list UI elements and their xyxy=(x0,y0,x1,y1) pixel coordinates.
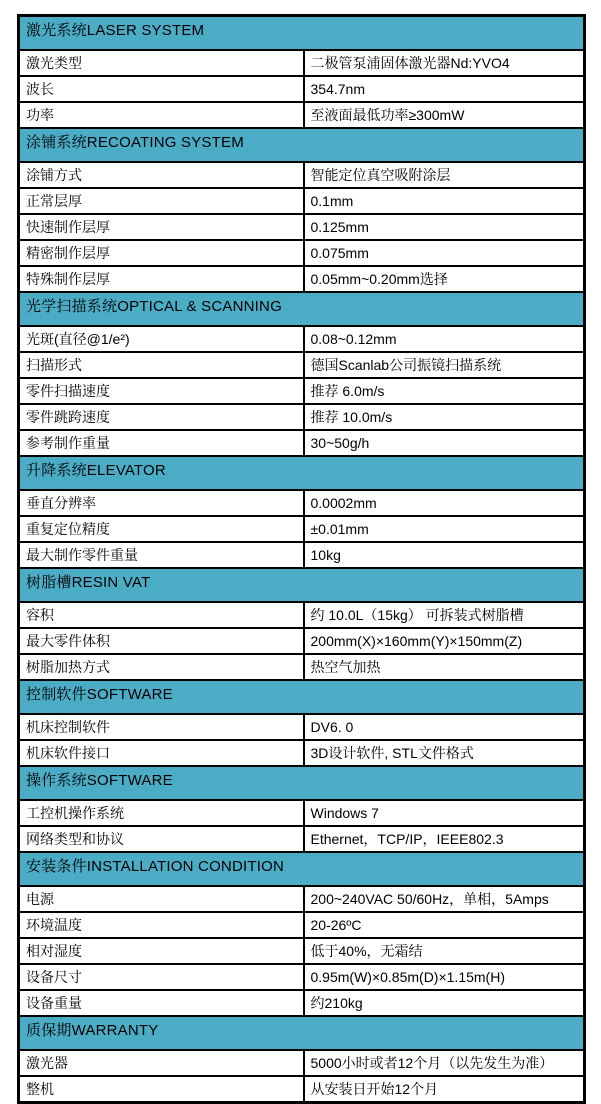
spec-table xyxy=(17,14,586,1104)
spec-row xyxy=(19,740,585,766)
spec-row xyxy=(19,938,585,964)
spec-row xyxy=(19,430,585,456)
spec-row xyxy=(19,102,585,128)
spec-value: 从安装日开始12个月 xyxy=(304,1076,585,1103)
spec-row xyxy=(19,326,585,352)
spec-label: 参考制作重量 xyxy=(19,430,304,456)
spec-value: 3D设计软件, STL文件格式 xyxy=(304,740,585,766)
spec-value: 至液面最低功率≥300mW xyxy=(304,102,585,128)
spec-label: 零件扫描速度 xyxy=(19,378,304,404)
section-header-row xyxy=(19,16,585,51)
spec-row xyxy=(19,378,585,404)
spec-value: 低于40%，无霜结 xyxy=(304,938,585,964)
spec-label: 最大制作零件重量 xyxy=(19,542,304,568)
spec-value: 0.05mm~0.20mm选择 xyxy=(304,266,585,292)
spec-row xyxy=(19,826,585,852)
spec-label: 重复定位精度 xyxy=(19,516,304,542)
spec-value: 20-26ºC xyxy=(304,912,585,938)
spec-label: 工控机操作系统 xyxy=(19,800,304,826)
spec-value: 0.95m(W)×0.85m(D)×1.15m(H) xyxy=(304,964,585,990)
spec-label: 正常层厚 xyxy=(19,188,304,214)
spec-value: DV6. 0 xyxy=(304,714,585,740)
section-header-title: 安装条件INSTALLATION CONDITION xyxy=(19,852,585,886)
spec-row xyxy=(19,352,585,378)
spec-value: 30~50g/h xyxy=(304,430,585,456)
spec-row xyxy=(19,912,585,938)
spec-value: 10kg xyxy=(304,542,585,568)
spec-row xyxy=(19,1076,585,1103)
spec-label: 设备尺寸 xyxy=(19,964,304,990)
spec-row xyxy=(19,76,585,102)
spec-value: 0.125mm xyxy=(304,214,585,240)
section-header-title: 升降系统ELEVATOR xyxy=(19,456,585,490)
spec-sheet xyxy=(17,14,583,1104)
spec-row xyxy=(19,266,585,292)
spec-row xyxy=(19,542,585,568)
section-header-title: 涂铺系统RECOATING SYSTEM xyxy=(19,128,585,162)
spec-value: 5000小时或者12个月（以先发生为准） xyxy=(304,1050,585,1076)
spec-value: 0.08~0.12mm xyxy=(304,326,585,352)
spec-row xyxy=(19,602,585,628)
spec-table-body xyxy=(19,16,585,1103)
spec-row xyxy=(19,50,585,76)
section-header-row xyxy=(19,568,585,602)
section-header-title: 控制软件SOFTWARE xyxy=(19,680,585,714)
spec-value: 200mm(X)×160mm(Y)×150mm(Z) xyxy=(304,628,585,654)
section-header-title: 操作系统SOFTWARE xyxy=(19,766,585,800)
spec-row xyxy=(19,240,585,266)
section-header-row xyxy=(19,852,585,886)
spec-label: 特殊制作层厚 xyxy=(19,266,304,292)
spec-row xyxy=(19,162,585,188)
spec-value: Windows 7 xyxy=(304,800,585,826)
spec-value: 约 10.0L（15kg） 可拆装式树脂槽 xyxy=(304,602,585,628)
spec-value: Ethernet，TCP/IP，IEEE802.3 xyxy=(304,826,585,852)
section-header-title: 光学扫描系统OPTICAL & SCANNING xyxy=(19,292,585,326)
spec-row xyxy=(19,628,585,654)
spec-label: 扫描形式 xyxy=(19,352,304,378)
spec-value: 200~240VAC 50/60Hz，单相，5Amps xyxy=(304,886,585,912)
spec-label: 网络类型和协议 xyxy=(19,826,304,852)
spec-row xyxy=(19,800,585,826)
spec-value: 推荐 6.0m/s xyxy=(304,378,585,404)
section-header-title: 树脂槽RESIN VAT xyxy=(19,568,585,602)
spec-label: 整机 xyxy=(19,1076,304,1103)
section-header-row xyxy=(19,766,585,800)
spec-label: 激光器 xyxy=(19,1050,304,1076)
spec-row xyxy=(19,990,585,1016)
spec-value: 0.075mm xyxy=(304,240,585,266)
spec-label: 功率 xyxy=(19,102,304,128)
spec-row xyxy=(19,516,585,542)
spec-label: 精密制作层厚 xyxy=(19,240,304,266)
spec-label: 机床软件接口 xyxy=(19,740,304,766)
spec-value: 二极管泵浦固体激光器Nd:YVO4 xyxy=(304,50,585,76)
section-header-row xyxy=(19,292,585,326)
spec-label: 环境温度 xyxy=(19,912,304,938)
spec-label: 设备重量 xyxy=(19,990,304,1016)
section-header-title: 激光系统LASER SYSTEM xyxy=(19,16,585,51)
spec-label: 激光类型 xyxy=(19,50,304,76)
spec-row xyxy=(19,490,585,516)
spec-row xyxy=(19,188,585,214)
section-header-row xyxy=(19,456,585,490)
spec-row xyxy=(19,404,585,430)
spec-label: 相对湿度 xyxy=(19,938,304,964)
spec-value: ±0.01mm xyxy=(304,516,585,542)
spec-row xyxy=(19,654,585,680)
spec-value: 0.0002mm xyxy=(304,490,585,516)
spec-value: 德国Scanlab公司振镜扫描系统 xyxy=(304,352,585,378)
section-header-row xyxy=(19,1016,585,1050)
spec-value: 约210kg xyxy=(304,990,585,1016)
spec-label: 零件跳跨速度 xyxy=(19,404,304,430)
spec-row xyxy=(19,886,585,912)
section-header-row xyxy=(19,128,585,162)
section-header-title: 质保期WARRANTY xyxy=(19,1016,585,1050)
spec-label: 最大零件体积 xyxy=(19,628,304,654)
spec-label: 机床控制软件 xyxy=(19,714,304,740)
spec-row xyxy=(19,714,585,740)
spec-label: 树脂加热方式 xyxy=(19,654,304,680)
spec-label: 垂直分辨率 xyxy=(19,490,304,516)
spec-value: 354.7nm xyxy=(304,76,585,102)
section-header-row xyxy=(19,680,585,714)
spec-label: 快速制作层厚 xyxy=(19,214,304,240)
spec-row xyxy=(19,214,585,240)
spec-label: 涂铺方式 xyxy=(19,162,304,188)
spec-value: 热空气加热 xyxy=(304,654,585,680)
spec-value: 推荐 10.0m/s xyxy=(304,404,585,430)
spec-label: 光斑(直径@1/e²) xyxy=(19,326,304,352)
spec-value: 智能定位真空吸附涂层 xyxy=(304,162,585,188)
spec-value: 0.1mm xyxy=(304,188,585,214)
spec-label: 电源 xyxy=(19,886,304,912)
spec-label: 波长 xyxy=(19,76,304,102)
spec-row xyxy=(19,1050,585,1076)
spec-label: 容积 xyxy=(19,602,304,628)
spec-row xyxy=(19,964,585,990)
